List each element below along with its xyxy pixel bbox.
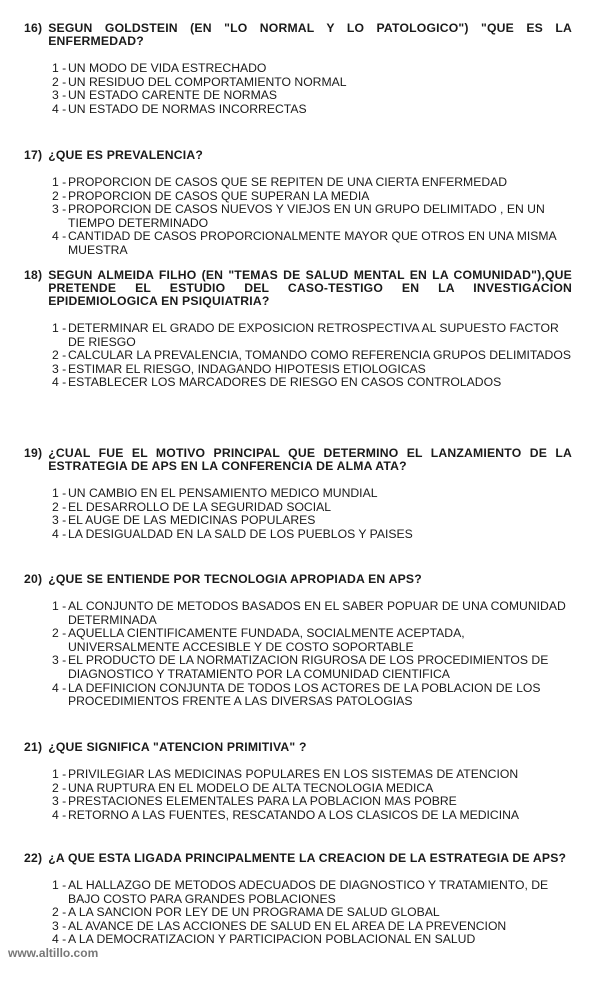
option-list <box>52 879 572 947</box>
option-text: CALCULAR LA PREVALENCIA, TOMANDO COMO REFERENCIA GRUPOS DELIMITADOS <box>68 348 571 363</box>
option-number: 3 - <box>52 202 67 217</box>
question-title <box>24 269 572 308</box>
option-number: 1 - <box>52 61 67 75</box>
question-18 <box>24 269 572 390</box>
option-item <box>52 76 572 90</box>
option-number: 3 - <box>52 918 67 933</box>
option-text: AL HALLAZGO DE METODOS ADECUADOS DE DIAGNOSTICO Y TRATAMIENTO, DE BAJO COSTO PARA GRANDES POBLACIONES <box>68 878 549 906</box>
option-text: UN ESTADO CARENTE DE NORMAS <box>68 88 278 103</box>
option-number: 3 - <box>52 88 67 103</box>
question-number: 21) <box>24 740 43 754</box>
option-list <box>52 768 572 822</box>
option-item <box>52 89 572 103</box>
option-text: LA DESIGUALDAD EN LA SALD DE LOS PUEBLOS Y PAISES <box>68 526 413 541</box>
option-list <box>52 600 572 709</box>
option-item <box>52 230 572 257</box>
option-number: 4 - <box>52 229 67 244</box>
option-item <box>52 627 572 654</box>
option-number: 1 - <box>52 175 67 189</box>
option-item <box>52 514 572 528</box>
option-item <box>52 920 572 934</box>
option-list <box>52 487 572 541</box>
question-title <box>24 741 572 754</box>
option-item <box>52 501 572 515</box>
option-text: UN CAMBIO EN EL PENSAMIENTO MEDICO MUNDIAL <box>68 486 378 500</box>
option-text: LA DEFINICION CONJUNTA DE TODOS LOS ACTORES DE LA POBLACION DE LOS PROCEDIMIENTOS FRENTE A LAS DIVERSAS PATOLOGIAS <box>68 680 541 709</box>
option-text: EL AUGE DE LAS MEDICINAS POPULARES <box>68 513 316 528</box>
option-text: A LA DEMOCRATIZACION Y PARTICIPACION POBLACIONAL EN SALUD <box>68 932 476 947</box>
option-text: UN RESIDUO DEL COMPORTAMIENTO NORMAL <box>68 74 347 89</box>
option-text: UNA RUPTURA EN EL MODELO DE ALTA TECNOLOGIA MEDICA <box>68 780 434 795</box>
option-item <box>52 487 572 501</box>
option-item <box>52 682 572 709</box>
option-item <box>52 62 572 76</box>
option-number: 2 - <box>52 188 67 203</box>
option-text: AL CONJUNTO DE METODOS BASADOS EN EL SABER POPUAR DE UNA COMUNIDAD DETERMINADA <box>68 599 566 627</box>
option-item <box>52 600 572 627</box>
option-text: CANTIDAD DE CASOS PROPORCIONALMENTE MAYOR QUE OTROS EN UNA MISMA MUESTRA <box>68 229 557 257</box>
option-item <box>52 176 572 190</box>
option-item <box>52 103 572 117</box>
option-number: 3 - <box>52 653 67 668</box>
question-text: ¿QUE SE ENTIENDE POR TECNOLOGIA APROPIADA EN APS? <box>48 572 422 586</box>
option-list <box>52 322 572 390</box>
option-text: AL AVANCE DE LAS ACCIONES DE SALUD EN EL AREA DE LA PREVENCION <box>68 918 507 933</box>
question-title <box>24 852 572 865</box>
option-item <box>52 528 572 542</box>
question-number: 22) <box>24 851 43 865</box>
option-number: 4 - <box>52 101 67 116</box>
option-item <box>52 906 572 920</box>
option-number: 1 - <box>52 767 67 781</box>
option-item <box>52 879 572 906</box>
option-item <box>52 203 572 230</box>
question-title <box>24 447 572 473</box>
option-text: PROPORCION DE CASOS QUE SE REPITEN DE UNA CIERTA ENFERMEDAD <box>68 175 508 189</box>
question-20 <box>24 573 572 709</box>
option-text: DETERMINAR EL GRADO DE EXPOSICION RETROSPECTIVA AL SUPUESTO FACTOR DE RIESGO <box>68 321 559 349</box>
option-item <box>52 363 572 377</box>
option-number: 2 - <box>52 348 67 363</box>
question-text: SEGUN GOLDSTEIN (EN "LO NORMAL Y LO PATOLOGICO") "QUE ES LA ENFERMEDAD? <box>48 21 572 48</box>
question-text: ¿A QUE ESTA LIGADA PRINCIPALMENTE LA CREACION DE LA ESTRATEGIA DE APS? <box>48 851 567 865</box>
option-number: 3 - <box>52 513 67 528</box>
option-number: 4 - <box>52 807 67 822</box>
question-22 <box>24 852 572 947</box>
option-text: PRIVILEGIAR LAS MEDICINAS POPULARES EN LOS SISTEMAS DE ATENCION <box>68 767 519 781</box>
option-item <box>52 376 572 390</box>
option-text: EL DESARROLLO DE LA SEGURIDAD SOCIAL <box>68 499 332 514</box>
option-text: A LA SANCION POR LEY DE UN PROGRAMA DE SALUD GLOBAL <box>68 905 440 920</box>
option-number: 4 - <box>52 375 67 390</box>
question-text: ¿QUE ES PREVALENCIA? <box>48 148 203 162</box>
question-title <box>24 573 572 586</box>
option-list <box>52 176 572 258</box>
question-number: 18) <box>24 268 43 282</box>
option-number: 2 - <box>52 626 67 641</box>
option-text: UN MODO DE VIDA ESTRECHADO <box>68 61 267 75</box>
option-item <box>52 768 572 782</box>
option-text: PRESTACIONES ELEMENTALES PARA LA POBLACION MAS POBRE <box>68 794 457 809</box>
option-item <box>52 654 572 681</box>
option-number: 1 - <box>52 878 67 892</box>
option-number: 2 - <box>52 499 67 514</box>
option-item <box>52 809 572 823</box>
question-16 <box>24 22 572 116</box>
option-item <box>52 322 572 349</box>
option-text: RETORNO A LAS FUENTES, RESCATANDO A LOS CLASICOS DE LA MEDICINA <box>68 807 520 822</box>
question-number: 20) <box>24 572 43 586</box>
question-21 <box>24 741 572 822</box>
option-item <box>52 349 572 363</box>
option-text: AQUELLA CIENTIFICAMENTE FUNDADA, SOCIALMENTE ACEPTADA, UNIVERSALMENTE ACCESIBLE Y DE COSTO SOPORTABLE <box>68 626 465 654</box>
option-item <box>52 190 572 204</box>
option-number: 1 - <box>52 599 67 613</box>
question-number: 16) <box>24 21 43 35</box>
option-item <box>52 795 572 809</box>
option-text: ESTABLECER LOS MARCADORES DE RIESGO EN CASOS CONTROLADOS <box>68 375 502 390</box>
option-text: ESTIMAR EL RIESGO, INDAGANDO HIPOTESIS ETIOLOGICAS <box>68 361 426 376</box>
option-number: 3 - <box>52 794 67 809</box>
option-item <box>52 782 572 796</box>
question-title <box>24 22 572 48</box>
question-19 <box>24 447 572 541</box>
option-number: 2 - <box>52 74 67 89</box>
question-text: SEGUN ALMEIDA FILHO (EN "TEMAS DE SALUD MENTAL EN LA COMUNIDAD"),QUE PRETENDE EL ESTUDIO DEL CASO-TESTIGO EN LA INVESTIGACION EPIDEMIOLOGICA EN PSIQUIATRIA? <box>48 268 572 308</box>
option-number: 4 - <box>52 932 67 947</box>
option-text: PROPORCION DE CASOS NUEVOS Y VIEJOS EN UN GRUPO DELIMITADO , EN UN TIEMPO DETERMINADO <box>68 202 545 230</box>
question-17 <box>24 149 572 258</box>
question-title <box>24 149 572 162</box>
question-number: 19) <box>24 446 43 460</box>
option-text: EL PRODUCTO DE LA NORMATIZACION RIGUROSA DE LOS PROCEDIMIENTOS DE DIAGNOSTICO Y TRATAMIENTO POR LA COMUNIDAD CIENTIFICA <box>68 653 549 681</box>
option-item <box>52 933 572 947</box>
option-number: 1 - <box>52 486 67 500</box>
question-number: 17) <box>24 148 43 162</box>
option-list <box>52 62 572 116</box>
question-text: ¿QUE SIGNIFICA "ATENCION PRIMITIVA" ? <box>48 740 307 754</box>
option-number: 2 - <box>52 905 67 920</box>
option-text: PROPORCION DE CASOS QUE SUPERAN LA MEDIA <box>68 188 370 203</box>
option-number: 4 - <box>52 680 67 695</box>
watermark: www.altillo.com <box>8 946 99 960</box>
option-number: 2 - <box>52 780 67 795</box>
option-number: 3 - <box>52 361 67 376</box>
option-number: 4 - <box>52 526 67 541</box>
option-text: UN ESTADO DE NORMAS INCORRECTAS <box>68 101 307 116</box>
option-number: 1 - <box>52 321 67 335</box>
question-text: ¿CUAL FUE EL MOTIVO PRINCIPAL QUE DETERMINO EL LANZAMIENTO DE LA ESTRATEGIA DE APS EN LA CONFERENCIA DE ALMA ATA? <box>48 446 572 473</box>
